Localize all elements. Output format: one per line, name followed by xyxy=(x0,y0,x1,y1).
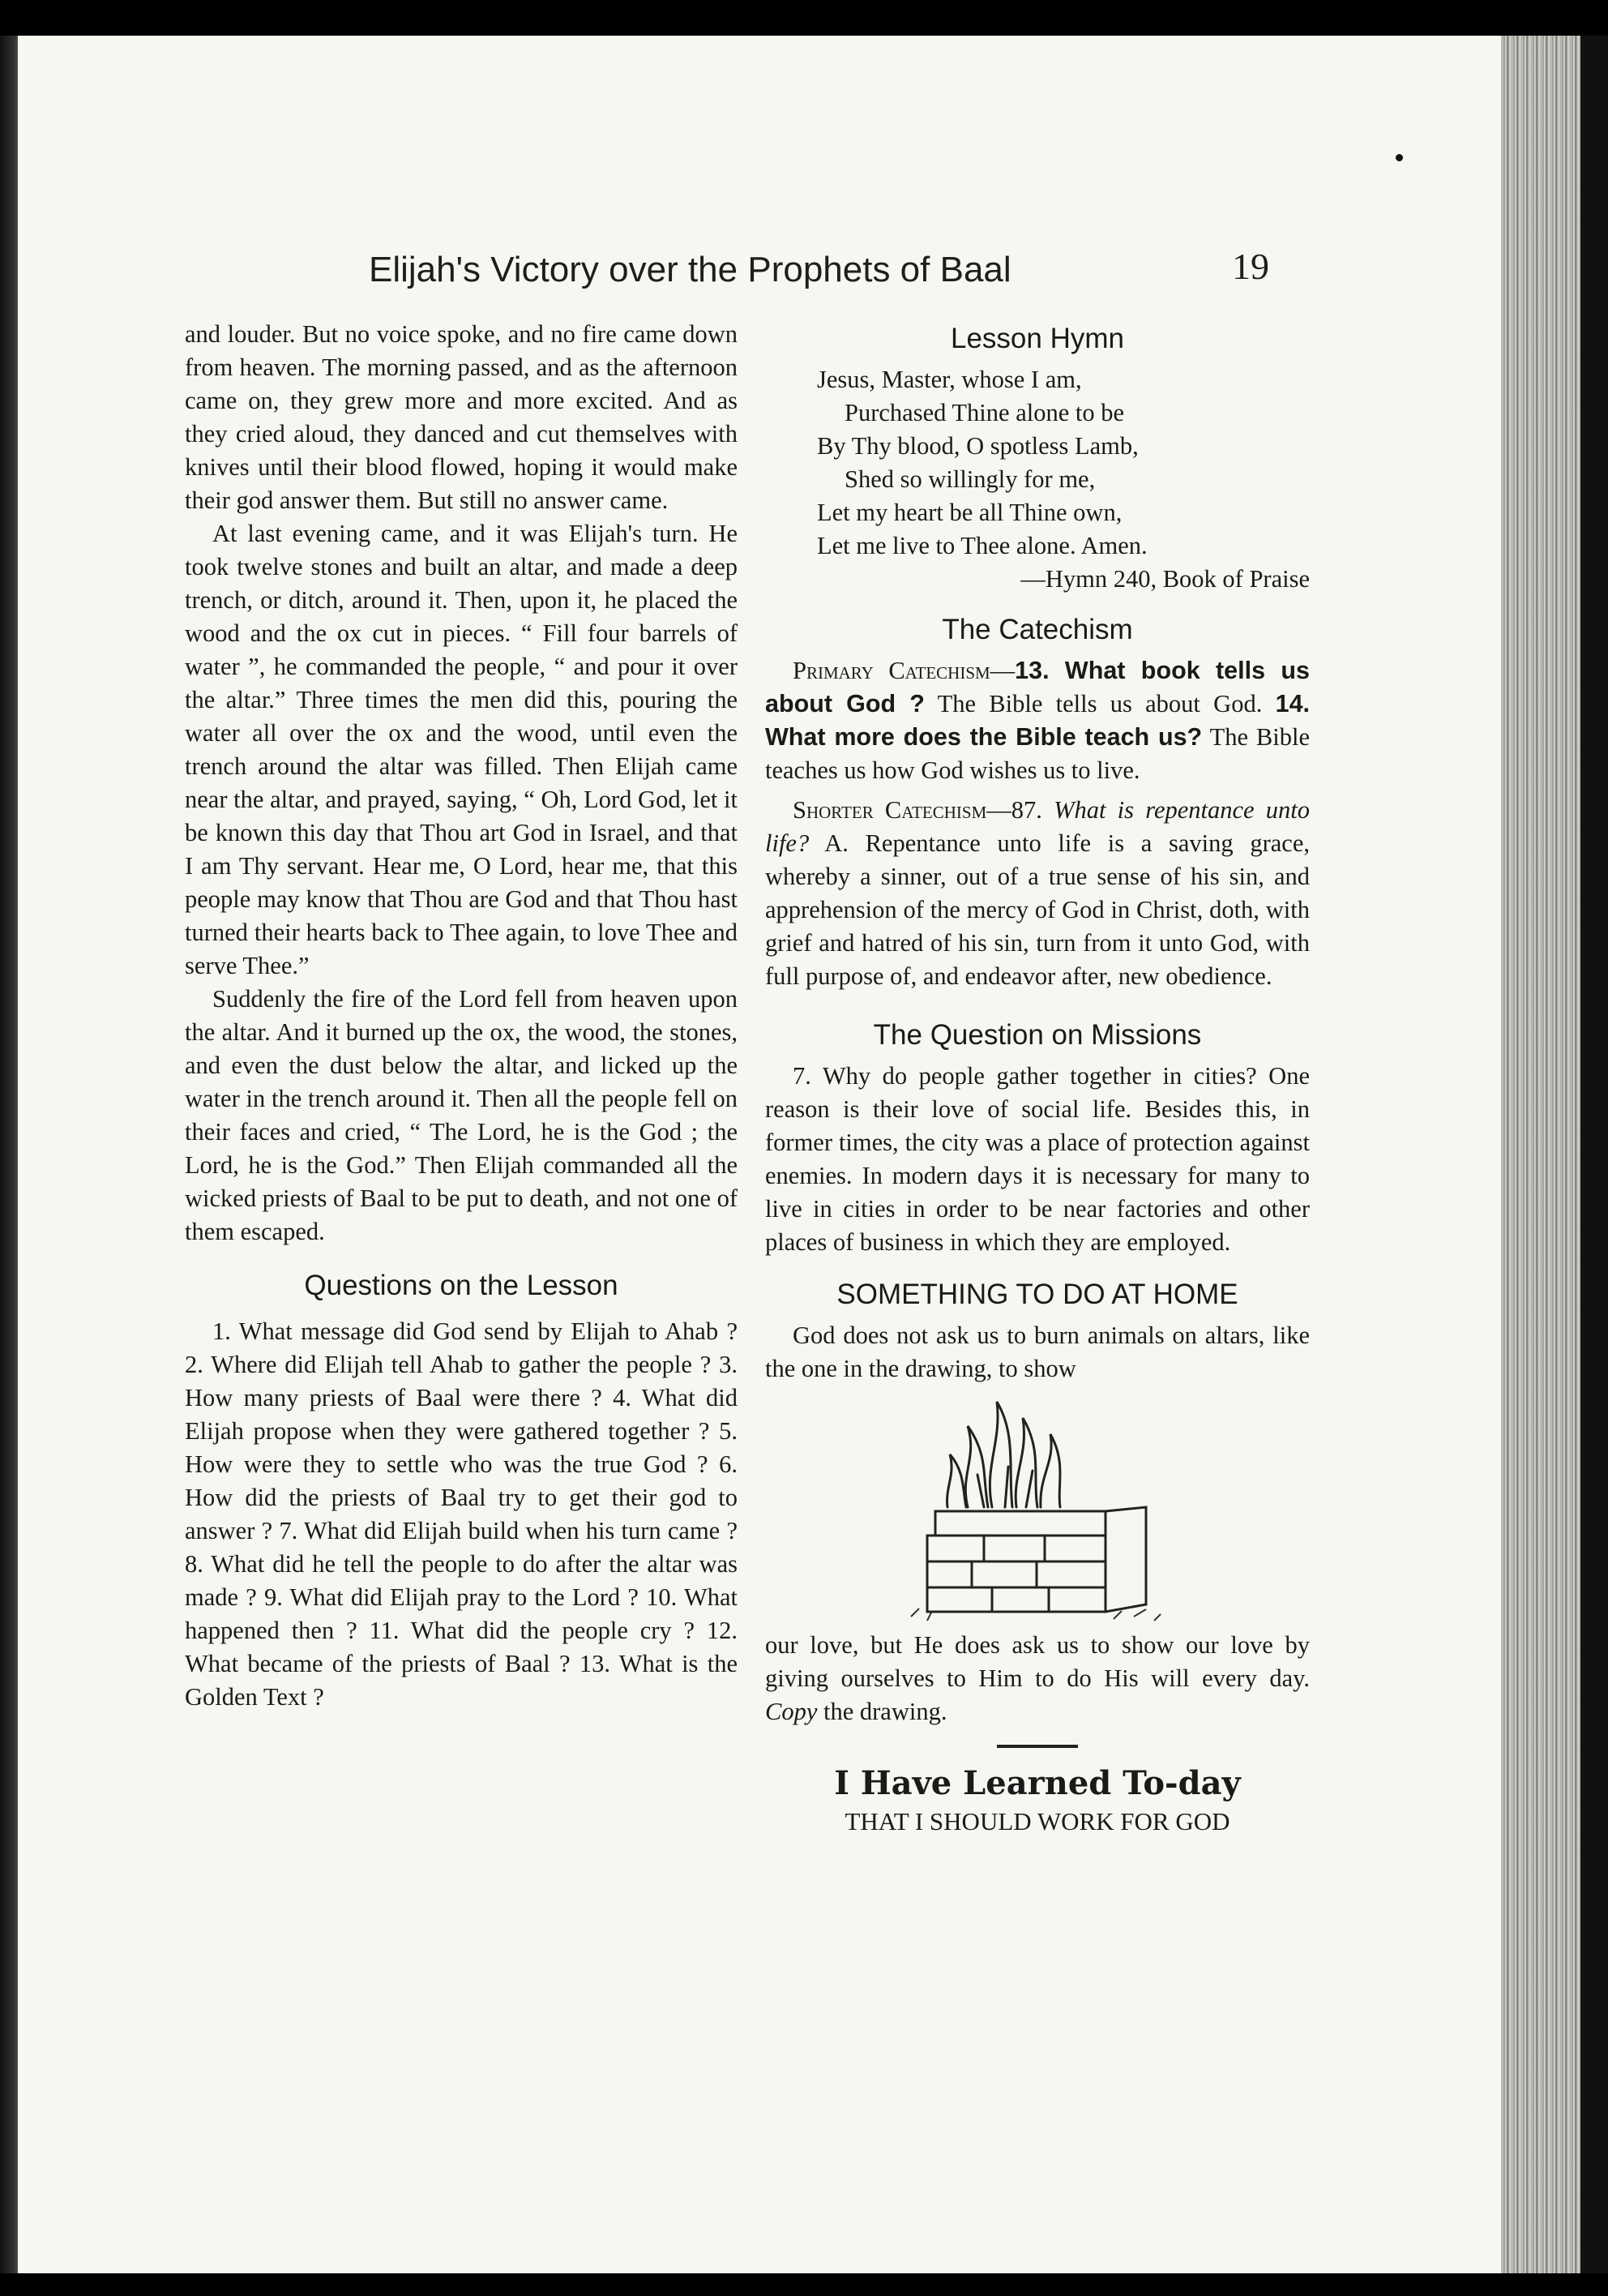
missions-heading: The Question on Missions xyxy=(873,1019,1202,1051)
catechism-heading: The Catechism xyxy=(942,614,1133,645)
hymn-heading: Lesson Hymn xyxy=(951,323,1124,354)
home-heading: SOMETHING TO DO AT HOME xyxy=(836,1279,1238,1310)
running-title: Elijah's Victory over the Prophets of Baal xyxy=(369,250,1011,289)
learned-text: THAT I SHOULD WORK FOR GOD xyxy=(845,1807,1230,1836)
page-number: 19 xyxy=(1232,246,1269,287)
question-13: 13. What book tells us about God ? xyxy=(765,657,1310,718)
question-14: 14. What more does the Bible teach us? xyxy=(765,690,1311,751)
paragraph: and louder. But no voice spoke, and no fire came down from heaven. The morning passed, and as the afternoon came on, they grew more and more excited. And as they cried aloud, they danced and cut themselves with knives until their blood flowed, hoping it would make their god answer them. But still no answer came. xyxy=(185,320,738,514)
primary-label: Primary Catechism— xyxy=(793,657,1016,684)
speck xyxy=(1396,154,1403,161)
hymn-line: Jesus, Master, whose I am, xyxy=(817,366,1082,393)
hymn-source: —Hymn 240, Book of Praise xyxy=(1020,565,1310,593)
hymn-line: Purchased Thine alone to be xyxy=(845,399,1125,426)
paragraph: At last evening came, and it was Elijah's turn. He took twelve stones and built an altar, and made a deep trench, or ditch, around it. Then, upon it, he placed the wood and the ox cut in pieces. “ Fill four barrels of water ”, he commanded the people, “ and pour it over the altar.” Three times the men did this, pouring the water all over the ox and the wood, until even the trench around the altar was filled. Then Elijah came near the altar, and prayed, saying, “ Oh, Lord God, let it be known this day that Thou art God in Israel, and that I am Thy servant. Hear me, O Lord, hear me, that this people may know that Thou are God and that Thou hast turned their hearts back to Thee again, to love Thee and serve Thee.” xyxy=(185,520,738,979)
home-text-continued xyxy=(765,1629,1310,1728)
questions-heading: Questions on the Lesson xyxy=(304,1270,618,1301)
hymn-line: Let my heart be all Thine own, xyxy=(817,499,1123,526)
learned-heading: I Have Learned To-day xyxy=(834,1764,1241,1802)
shorter-answer: A. Repentance unto life is a saving grace, whereby a sinner, out of a true sense of his sin, and apprehension of the mercy of God in Christ, doth, with grief and hatred of his sin, turn from it unto God, with full purpose of, and endeavor after, new obedience. xyxy=(765,829,1310,990)
altar-drawing xyxy=(765,1386,1310,1629)
left-column xyxy=(185,318,738,1714)
home-text: God does not ask us to burn animals on altars, like the one in the drawing, to show xyxy=(765,1321,1310,1382)
hymn-line: Let me live to Thee alone. Amen. xyxy=(817,532,1148,559)
shorter-label: Shorter Catechism— xyxy=(793,796,1011,824)
hymn-line: By Thy blood, O spotless Lamb, xyxy=(817,432,1139,460)
shorter-question: What is repentance unto life? xyxy=(765,796,1311,857)
right-column xyxy=(765,318,1310,1838)
paragraph: Suddenly the fire of the Lord fell from heaven upon the altar. And it burned up the ox, the wood, the stones, and even the dust below the altar, and licked up the water in the trench around it. Then all the people fell on their faces and cried, “ The Lord, he is the God ; the Lord, he is the God.” Then Elijah commanded all the wicked priests of Baal to be put to death, and not one of them escaped. xyxy=(185,985,738,1245)
hymn xyxy=(765,363,1310,563)
shorter-number: 87. xyxy=(1011,796,1054,824)
divider xyxy=(997,1745,1078,1748)
primary-catechism xyxy=(765,654,1310,787)
hymn-line: Shed so willingly for me, xyxy=(845,465,1096,493)
answer-13: The Bible tells us about God. xyxy=(924,690,1263,718)
copy-word: Copy xyxy=(765,1698,818,1725)
missions-text: 7. Why do people gather together in cities? One reason is their love of social life. Besides this, in former times, the city was a place of protection against enemies. In modern days it is necessary for many to live in cities in order to be near factories and other places of business in which they are employed. xyxy=(765,1062,1310,1256)
copy-rest: the drawing. xyxy=(817,1698,947,1725)
home-text-2: our love, but He does ask us to show our love by giving ourselves to Him to do His will every day. xyxy=(765,1631,1310,1692)
page-edges xyxy=(1483,36,1608,2273)
questions-text: 1. What message did God send by Elijah to Ahab ? 2. Where did Elijah tell Ahab to gather the people ? 3. How many priests of Baal were there ? 4. What did Elijah propose when they were gathered together ? 5. How were they to settle who was the true God ? 6. How did the priests of Baal try to get their god to answer ? 7. What did Elijah build when his turn came ? 8. What did he tell the people to do after the altar was made ? 9. What did Elijah pray to the Lord ? 10. What happened then ? 11. What did the people cry ? 12. What became of the priests of Baal ? 13. What is the Golden Text ? xyxy=(185,1317,738,1711)
shorter-catechism xyxy=(765,794,1310,993)
answer-14: The Bible teaches us how God wishes us to live. xyxy=(765,723,1310,784)
